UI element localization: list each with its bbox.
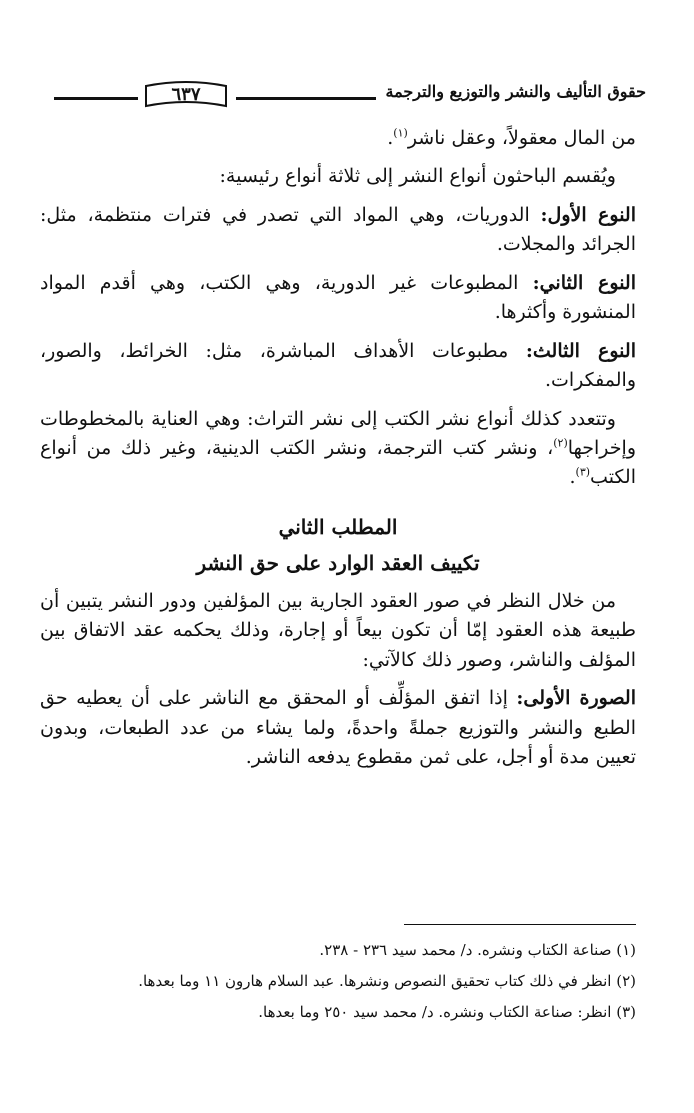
body-text xyxy=(40,124,636,772)
paragraph-type-one xyxy=(40,201,636,260)
footnote-1: (١) صناعة الكتاب ونشره. د/ محمد سيد ٢٣٦ - ٢٣٨. xyxy=(319,941,636,959)
page-number-badge xyxy=(142,80,230,110)
paragraph-contract-nature: من خلال النظر في صور العقود الجارية بين المؤلفين ودور النشر يتبين أن طبيعة هذه العقود إمّا أن تكون بيعاً أو إجارة، وذلك يحكمه عقد الاتفاق بين المؤلف والناشر، وصور ذلك كالآتي: xyxy=(40,589,636,671)
footnote-separator xyxy=(404,924,636,925)
section-heading: المطلب الثاني xyxy=(278,514,398,539)
paragraph-book-types xyxy=(40,405,636,493)
paragraph-text: المطبوعات غير الدورية، وهي الكتب، وهي أقدم المواد المنشورة وأكثرها. xyxy=(40,271,636,324)
header-rule-left xyxy=(54,97,138,100)
header-title: حقوق التأليف والنشر والتوزيع والترجمة xyxy=(385,82,646,101)
type-two-label: النوع الثاني: xyxy=(532,271,636,294)
paragraph-text: الدوريات، وهي المواد التي تصدر في فترات منتظمة، مثل: الجرائد والمجلات. xyxy=(40,203,636,256)
punctuation: . xyxy=(569,466,576,489)
paragraph-text: مطبوعات الأهداف المباشرة، مثل: الخرائط، والصور، والمفكرات. xyxy=(40,339,636,392)
footnote-3: (٣) انظر: صناعة الكتاب ونشره. د/ محمد سيد ٢٥٠ وما بعدها. xyxy=(258,1003,636,1021)
header-rule-middle xyxy=(236,97,376,100)
form-one-label: الصورة الأولى: xyxy=(516,687,636,710)
paragraph-text: من المال معقولاً، وعقل ناشر xyxy=(407,127,636,149)
running-header xyxy=(40,80,646,114)
footnote-2: (٢) انظر في ذلك كتاب تحقيق النصوص ونشرها. عبد السلام هارون ١١ وما بعدها. xyxy=(138,972,636,990)
paragraph-type-three xyxy=(40,337,636,396)
paragraph-form-one xyxy=(40,684,636,772)
footnote-ref-3: (٣) xyxy=(575,466,591,480)
page-number: ٦٣٧ xyxy=(171,84,201,105)
paragraph-text: وتتعدد كذلك أنواع نشر الكتب إلى نشر التراث: وهي العناية بالمخطوطات وإخراجها xyxy=(40,407,636,459)
punctuation: . xyxy=(387,127,394,149)
footnote-ref-2: (٢) xyxy=(553,436,568,450)
paragraph-continuation xyxy=(40,124,636,153)
type-three-label: النوع الثالث: xyxy=(525,339,636,362)
paragraph-intro: ويُقسم الباحثون أنواع النشر إلى ثلاثة أنواع رئيسية: xyxy=(219,165,616,188)
footnotes xyxy=(40,938,636,1031)
paragraph-text: ، ونشر كتب الترجمة، ونشر الكتب الدينية، وغير ذلك من أنواع الكتب xyxy=(40,436,636,489)
footnote-ref-1: (١) xyxy=(393,126,408,140)
type-one-label: النوع الأول: xyxy=(540,203,636,226)
paragraph-text: إذا اتفق المؤلِّف أو المحقق مع الناشر على أن يعطيه حق الطبع والنشر والتوزيع جملةً واحدةً، ولما يشاء من عدد الطبعات، وبدون تعيين مدة أو أجل، على ثمن مقطوع يدفعه الناشر. xyxy=(40,687,636,768)
section-subheading: تكييف العقد الوارد على حق النشر xyxy=(196,550,480,575)
paragraph-type-two xyxy=(40,269,636,328)
